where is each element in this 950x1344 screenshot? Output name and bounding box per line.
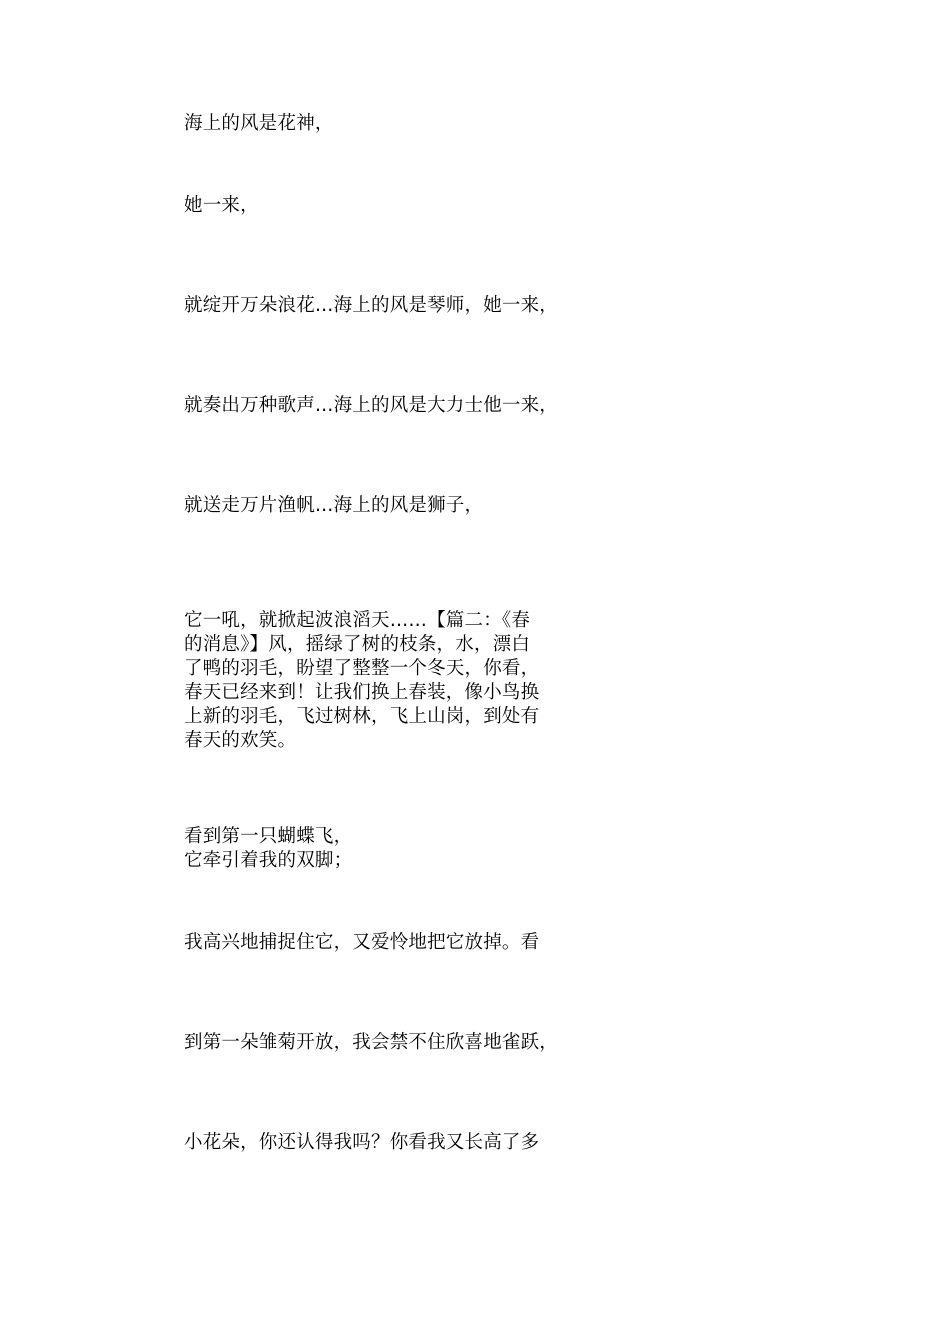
text-line: 小花朵，你还认得我吗？你看我又长高了多 [184,1132,540,1153]
text-line: 就送走万片渔帆…海上的风是狮子， [184,495,484,516]
text-line: 我高兴地捕捉住它，又爱怜地把它放掉。看 [184,932,540,953]
text-line: 就奏出万种歌声…海上的风是大力士他一来， [184,395,559,416]
text-line: 她一来， [184,195,259,216]
text-line: 就绽开万朵浪花…海上的风是琴师，她一来， [184,295,559,316]
stanza-line: 它牵引着我的双脚； [184,850,353,871]
paragraph-line: 的消息》】风，摇绿了树的枝条，水，漂白 [184,634,531,655]
text-paragraph [184,609,574,753]
stanza-line: 看到第一只蝴蝶飞， [184,826,353,847]
paragraph-line: 春天已经来到！让我们换上春装，像小鸟换 [184,682,540,703]
paragraph-line: 它一吼，就掀起波浪滔天……【篇二：《春 [184,610,531,631]
paragraph-line: 了鸭的羽毛，盼望了整整一个冬天，你看， [184,658,540,679]
paragraph-line: 春天的欢笑。 [184,730,297,751]
text-stanza [184,825,574,873]
text-line: 海上的风是花神， [184,113,334,134]
paragraph-line: 上新的羽毛，飞过树林，飞上山岗，到处有 [184,706,540,727]
text-line: 到第一朵雏菊开放，我会禁不住欣喜地雀跃， [184,1032,559,1053]
